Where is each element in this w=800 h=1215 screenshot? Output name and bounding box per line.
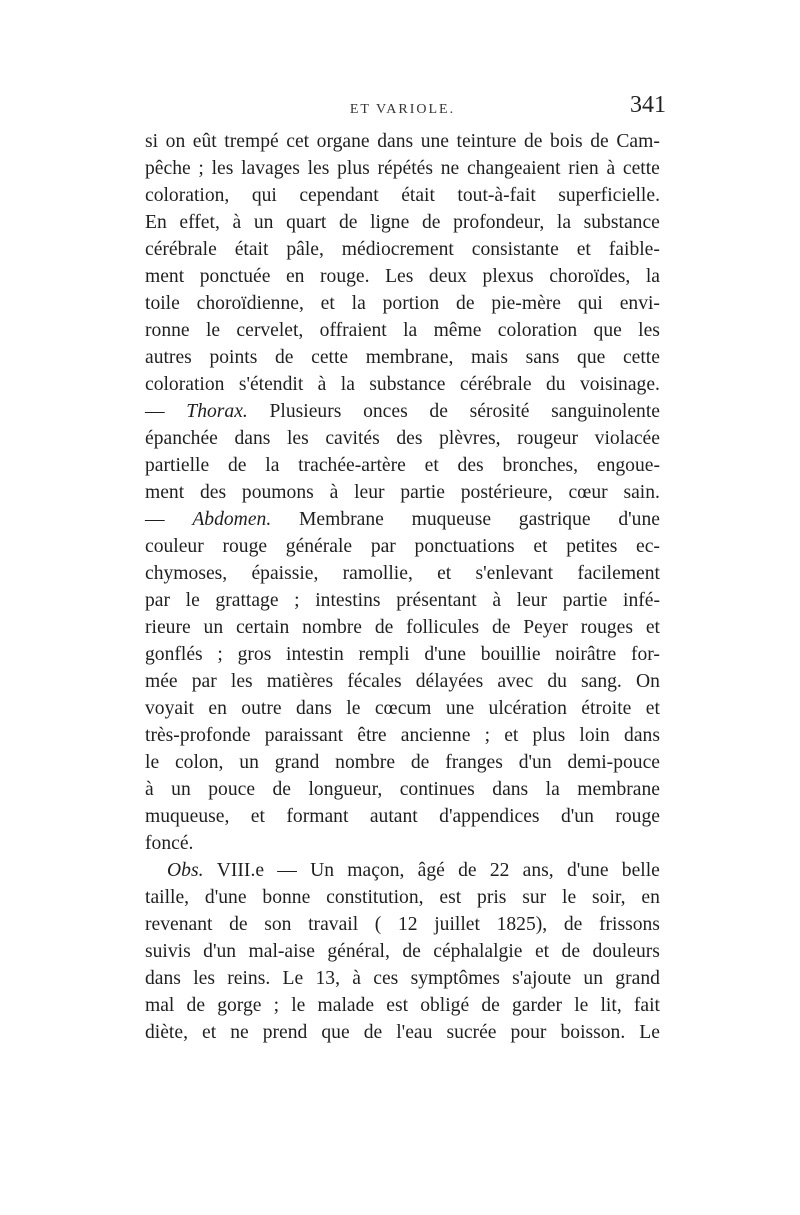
text-line: taille, d'une bonne constitution, est pris sur le soir, en [145,887,660,908]
text-line: cérébrale était pâle, médiocrement consistante et faible- [145,239,660,260]
text-line: le colon, un grand nombre de franges d'un demi-pouce [145,752,660,773]
text-line: ronne le cervelet, offraient la même coloration que les [145,320,660,341]
text-line: foncé. [145,833,194,854]
text-line: à un pouce de longueur, continues dans la membrane [145,779,660,800]
text-line: gonflés ; gros intestin rempli d'une bouillie noirâtre for- [145,644,660,665]
page-number: 341 [630,92,666,118]
text-line: revenant de son travail ( 12 juillet 1825), de frissons [145,914,660,935]
text-line: coloration, qui cependant était tout-à-fait superficielle. [145,185,660,206]
text-line: autres points de cette membrane, mais sans que cette [145,347,660,368]
text-line: partielle de la trachée-artère et des bronches, engoue- [145,455,660,476]
text-line: Obs. VIII.e — Un maçon, âgé de 22 ans, d'une belle [167,860,660,881]
text-line: rieure un certain nombre de follicules de Peyer rouges et [145,617,660,638]
text-line: muqueuse, et formant autant d'appendices d'un rouge [145,806,660,827]
text-line: par le grattage ; intestins présentant à leur partie infé- [145,590,660,611]
text-line: très-profonde paraissant être ancienne ; et plus loin dans [145,725,660,746]
body-text [145,128,660,1046]
text-line: voyait en outre dans le cœcum une ulcération étroite et [145,698,660,719]
text-line: dans les reins. Le 13, à ces symptômes s'ajoute un grand [145,968,660,989]
text-line: ment ponctuée en rouge. Les deux plexus choroïdes, la [145,266,660,287]
text-line: chymoses, épaissie, ramollie, et s'enlevant facilement [145,563,660,584]
text-line: diète, et ne prend que de l'eau sucrée pour boisson. Le [145,1022,660,1043]
text-line: — Abdomen. Membrane muqueuse gastrique d'une [145,509,660,530]
text-line: coloration s'étendit à la substance cérébrale du voisinage. [145,374,660,395]
text-line: — Thorax. Plusieurs onces de sérosité sanguinolente [145,401,660,422]
running-head [145,92,666,126]
text-line: couleur rouge générale par ponctuations et petites ec- [145,536,660,557]
text-line: ment des poumons à leur partie postérieure, cœur sain. [145,482,660,503]
text-line: toile choroïdienne, et la portion de pie-mère qui envi- [145,293,660,314]
text-line: mal de gorge ; le malade est obligé de garder le lit, fait [145,995,660,1016]
text-line: mée par les matières fécales délayées avec du sang. On [145,671,660,692]
text-line: épanchée dans les cavités des plèvres, rougeur violacée [145,428,660,449]
text-line: suivis d'un mal-aise général, de céphalalgie et de douleurs [145,941,660,962]
running-title: ET VARIOLE. [349,102,456,117]
text-line: pêche ; les lavages les plus répétés ne changeaient rien à cette [145,158,660,179]
text-line: En effet, à un quart de ligne de profondeur, la substance [145,212,660,233]
text-line: si on eût trempé cet organe dans une teinture de bois de Cam- [145,131,660,152]
